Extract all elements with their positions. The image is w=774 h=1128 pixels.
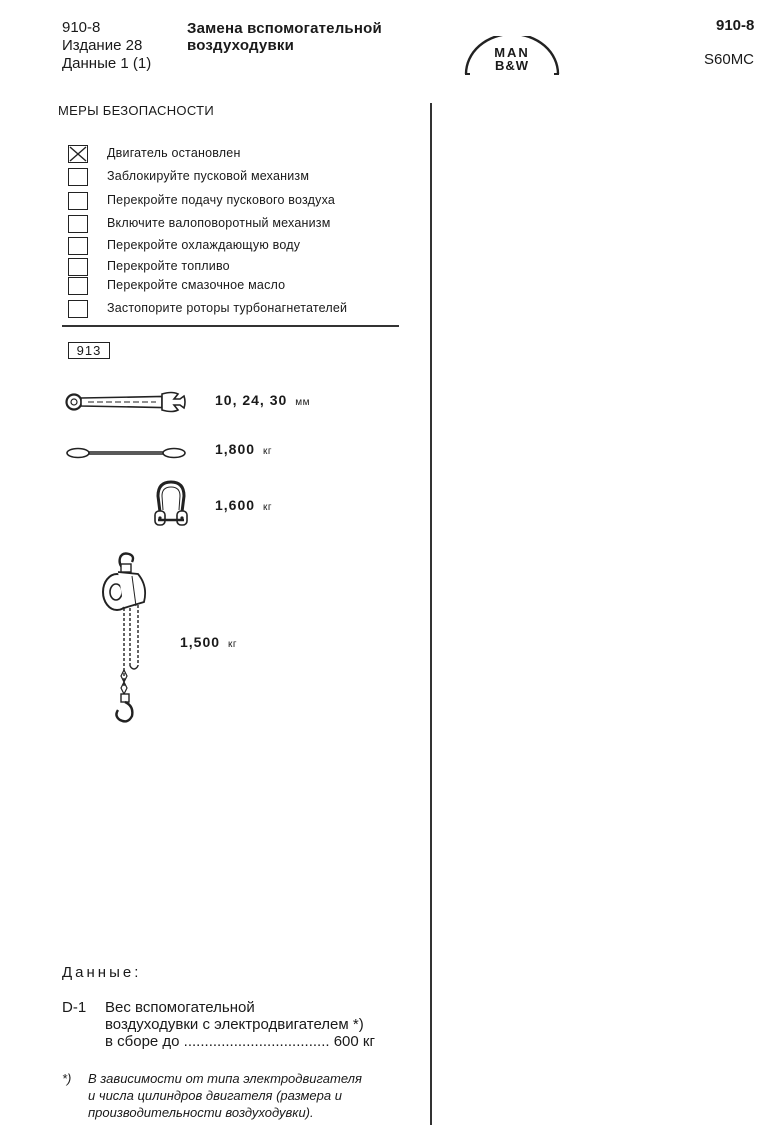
tool-unit: кг <box>263 502 273 513</box>
tool-value: 1,600 <box>215 497 256 513</box>
data-entry-line3 <box>105 1033 375 1050</box>
safety-item-label: Двигатель остановлен <box>107 146 241 160</box>
checkbox[interactable] <box>68 168 88 186</box>
data-entry-line1: Вес вспомогательной <box>105 999 255 1016</box>
safety-item-engine-stopped <box>68 145 408 165</box>
sling-icon <box>64 444 188 467</box>
tool-unit: мм <box>295 397 311 408</box>
safety-item-turning-gear <box>68 215 408 235</box>
shackle-icon <box>150 478 192 539</box>
data-entry-leader: в сборе до ................................... <box>105 1033 330 1050</box>
wrench-sizes <box>215 392 310 408</box>
doc-number-left: 910-8 <box>62 19 101 36</box>
safety-item-label: Заблокируйте пусковой механизм <box>107 169 310 183</box>
data-entry-line2: воздуходувки с электродвигателем *) <box>105 1016 364 1033</box>
page-title-line2: воздуходувки <box>187 37 295 54</box>
safety-item-lube-oil <box>68 277 408 297</box>
logo-text-man: MAN <box>494 45 530 60</box>
checkbox[interactable] <box>68 300 88 318</box>
safety-item-label: Перекройте топливо <box>107 259 230 273</box>
data-ref: Данные 1 (1) <box>62 55 152 72</box>
checkbox[interactable] <box>68 237 88 255</box>
doc-number-right: 910-8 <box>716 17 755 34</box>
engine-model: S60MC <box>704 51 755 68</box>
safety-item-start-air <box>68 192 408 212</box>
tool-unit: кг <box>228 639 238 650</box>
logo-text-bw: B&W <box>494 58 530 73</box>
safety-item-label: Включите валоповоротный механизм <box>107 216 331 230</box>
data-entry-value: 600 кг <box>333 1033 375 1050</box>
tool-value: 1,500 <box>180 634 221 650</box>
section-divider <box>62 325 399 327</box>
checkbox[interactable] <box>68 215 88 233</box>
wrench-icon <box>64 388 188 421</box>
safety-item-lock-start <box>68 168 408 188</box>
tool-value: 1,800 <box>215 441 256 457</box>
footnote-line1: В зависимости от типа электродвигателя <box>88 1071 362 1086</box>
safety-heading: МЕРЫ БЕЗОПАСНОСТИ <box>58 103 214 118</box>
safety-item-label: Перекройте смазочное масло <box>107 278 286 292</box>
chain-hoist-icon <box>94 550 156 735</box>
data-entry-code: D-1 <box>62 999 87 1016</box>
checkbox[interactable] <box>68 277 88 295</box>
tool-unit: кг <box>263 446 273 457</box>
data-heading: Данные: <box>62 964 142 981</box>
checkbox[interactable] <box>68 192 88 210</box>
safety-item-label: Перекройте охлаждающую воду <box>107 238 301 252</box>
sling-capacity <box>215 441 272 457</box>
hoist-capacity <box>180 634 237 650</box>
checkbox[interactable] <box>68 258 88 276</box>
safety-item-label: Перекройте подачу пускового воздуха <box>107 193 336 207</box>
safety-item-cooling-water <box>68 237 408 257</box>
safety-item-turbo-rotors <box>68 300 408 320</box>
footnote-line2: и числа цилиндров двигателя (размера и <box>88 1088 342 1103</box>
footnote-line3: производительности воздуходувки). <box>88 1105 314 1120</box>
edition: Издание 28 <box>62 37 143 54</box>
column-divider <box>430 103 432 1125</box>
footnote-mark: *) <box>62 1071 72 1086</box>
safety-item-label: Застопорите роторы турбонагнетателей <box>107 301 348 315</box>
page-title-line1: Замена вспомогательной <box>187 20 382 37</box>
tool-value: 10, 24, 30 <box>215 392 288 408</box>
shackle-capacity <box>215 497 272 513</box>
man-bw-logo <box>462 36 562 78</box>
reference-box: 913 <box>68 342 110 359</box>
checkbox-checked[interactable] <box>68 145 88 163</box>
safety-item-fuel <box>68 258 408 278</box>
